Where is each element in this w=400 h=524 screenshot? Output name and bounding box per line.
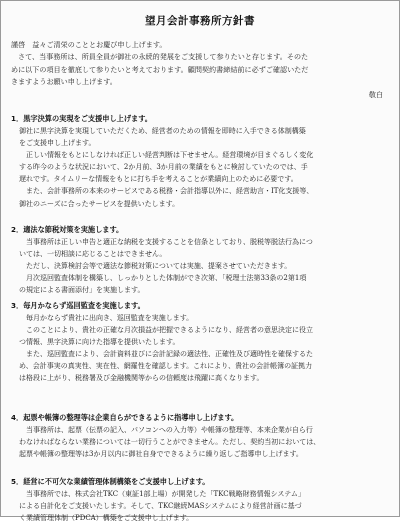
body-line: 起票や帳簿の整理等は3か月以内に御社自身でできるように繰り返しご指導申し上げます。 [19,450,303,459]
intro-line: めに以下の項目を徹底して参りたいと考えております。顧問契約書締結前に必ずご確認いただ [11,64,309,74]
section-body [11,488,385,524]
section-heading: 2．適法な節税対策を実施します。 [11,225,124,234]
body-line: このことにより、貴社の正確な月次損益が把握できるようになり、経営者の意思決定に役立 [26,326,313,335]
body-line: いては、一切相談に応じることはできません。 [19,250,167,259]
body-line: また、会計事務所の本来のサービスである税務・会計指導以外に、経営助言・IT化支援等、 [26,187,314,196]
body-line: め、会計事実の真実性、実在性、網羅性を確認します。これにより、貴社の会計帳簿の証拠力 [19,362,313,371]
intro-line: 謹啓 益々ご清栄のこととお慶び申し上げます。 [11,40,167,49]
intro-paragraph [11,39,385,101]
intro-line: きますようお願い申し上げます。 [11,77,117,87]
section-4 [11,412,385,460]
body-line: 月次巡回監査体制を構築し、しっかりとした体制ができ次第、「税理士法第33条の2第1項 [26,274,307,283]
body-line: 遅れです。タイムリーな情報をもとに打ち手を考えることが業績向上のために必要です。 [19,175,298,184]
section-body [11,125,385,210]
section-body [11,312,385,385]
body-line: をご支援申し上げます。 [19,139,96,148]
section-heading: 1．黒字決算の実現をご支援申し上げます。 [11,114,152,123]
body-line: の規定による書面添付」を実施します。 [19,286,145,295]
body-line: ただし、決算検討会等で適法な節税対策については実施、提案させていただきます。 [26,262,292,271]
section-body [11,236,385,296]
body-line: また、巡回監査により、会計資料並びに会計記録の適法性、正確性及び適時性を確保するた [26,350,313,359]
intro-line: さて、当事務所は、所員全員が御社の永続的発展をご支援して参りたいと存じます。そのた [18,52,309,62]
section-3 [11,300,385,385]
body-line: 当事務所は正しい申告と適正な納税を支援することを信条としており、脱税等脱法行為につ [26,238,313,246]
body-line: する昨今のような状況において、2か月前、3か月前の業績をもとに検討していたのでは、手 [19,163,308,172]
body-line: 御社のニーズに合ったサービスを提供いたします。 [19,199,180,208]
body-line: 正しい情報をもとにしなければ正しい経営判断は下せません。経営環境が目まぐるしく変化 [26,151,314,160]
body-line: わなければならない業務については一切行うことができません。ただし、契約当初においては、 [19,438,321,447]
document-title: 望月会計事務所方針書 [145,15,255,27]
section-body [11,424,385,460]
body-line: 当事務所では、株式会社TKC（東証1部上場）が開発した「TKC戦略財務情報システム」 [26,490,305,498]
section-2 [11,224,385,296]
section-heading: 4．起票や帳簿の整理等は企業自らができるように指導申し上げます。 [11,413,239,422]
section-1 [11,113,385,210]
body-line: く業績管理体制（PDCA）構築をご支援申し上げます。 [19,514,194,523]
body-line: による自計化をご支援いたします。そして、TKC継続MASシステムにより経営計画に基づ [19,502,302,511]
body-line: 毎月かならず貴社に出向き、巡回監査を実施します。 [26,314,194,322]
section-heading: 5．経営に不可欠な業績管理体制構築をご支援申し上げます。 [11,477,210,486]
body-line: は格段に上がり、税務署及び金融機関等からの信頼度は飛躍に高くなります。 [19,374,264,383]
section-heading: 3．毎月かならず巡回監査を実施します。 [11,301,145,310]
closing-salutation: 敬白 [368,89,383,99]
body-line: 当事務所は、起票（伝票の記入、パソコンへの入力等）や帳簿の整理等、本来企業が自ら行 [26,426,313,434]
body-line: つ情報、黒字決算に向けた指導を提供いたします。 [19,338,180,347]
body-line: 御社に黒字決算を実現していただくため、経営者のための情報を即時に入手できる体制構築 [19,127,306,135]
